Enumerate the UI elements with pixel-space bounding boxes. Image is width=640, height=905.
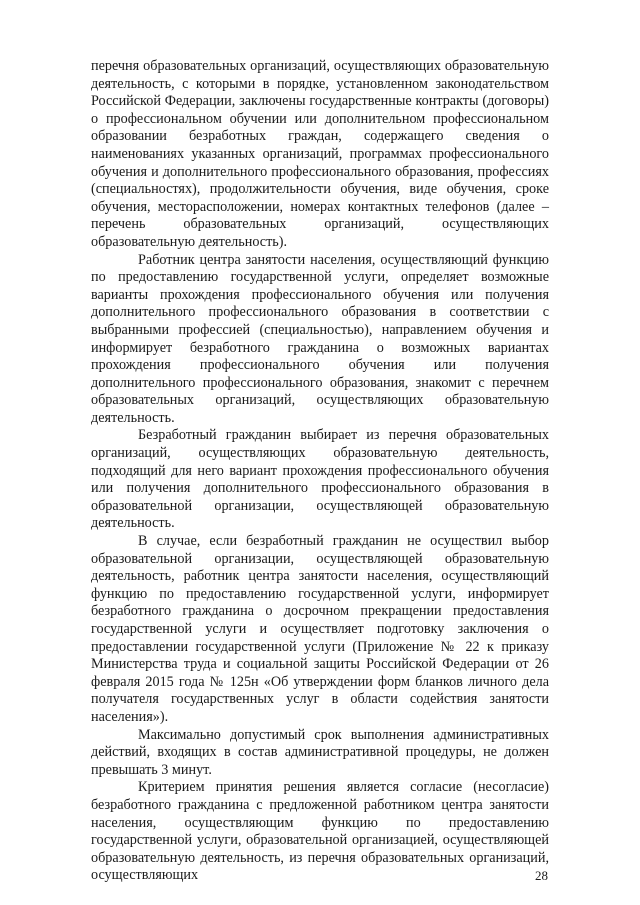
paragraph: Критерием принятия решения является согласие (несогласие) безработного гражданина с предложенной работником центра занятости населения, осуществляющим функцию по предоставлению государственной услуги, образовательной организацией, осуществляющей образовательную деятельность, из перечня образовательных организаций, осуществляющих [91,779,549,884]
paragraph: Работник центра занятости населения, осуществляющий функцию по предоставлению государственной услуги, определяет возможные варианты прохождения профессионального обучения или получения дополнительного профессионального образования в соответствии с выбранными профессией (специальностью), направлением обучения и информирует безработного гражданина о возможных вариантах прохождения профессионального обучения или получения дополнительного профессионального образования, знакомит с перечнем образовательных организаций, осуществляющих образовательную деятельность. [91,251,549,426]
paragraph-continuation: перечня образовательных организаций, осуществляющих образовательную деятельность, с которыми в порядке, установленном законодательством Российской Федерации, заключены государственные контракты (договоры) о профессиональном обучении или дополнительном профессиональном образовании безработных граждан, содержащего сведения о наименованиях указанных организаций, программах профессионального обучения и дополнительного профессионального образования, профессиях (специальностях), продолжительности обучения, виде обучения, сроке обучения, месторасположении, номерах контактных телефонов (далее – перечень образовательных организаций, осуществляющих образовательную деятельность). [91,58,549,250]
paragraph: Максимально допустимый срок выполнения административных действий, входящих в состав административной процедуры, не должен превышать 3 минут. [91,726,549,778]
document-body [91,58,549,885]
page-number: 28 [535,868,548,883]
paragraph: Безработный гражданин выбирает из перечня образовательных организаций, осуществляющих образовательную деятельность, подходящий для него вариант прохождения профессионального обучения или получения дополнительного профессионального образования в образовательной организации, осуществляющей образовательную деятельность. [91,427,549,532]
paragraph: В случае, если безработный гражданин не осуществил выбор образовательной организации, осуществляющей образовательную деятельность, работник центра занятости населения, осуществляющий функцию по предоставлению государственной услуги, информирует безработного гражданина о досрочном прекращении предоставления государственной услуги и осуществляет подготовку заключения о предоставлении государственной услуги (Приложение № 22 к приказу Министерства труда и социальной защиты Российской Федерации от 26 февраля 2015 года № 125н «Об утверждении форм бланков личного дела получателя государственных услуг в области содействия занятости населения»). [91,533,549,725]
